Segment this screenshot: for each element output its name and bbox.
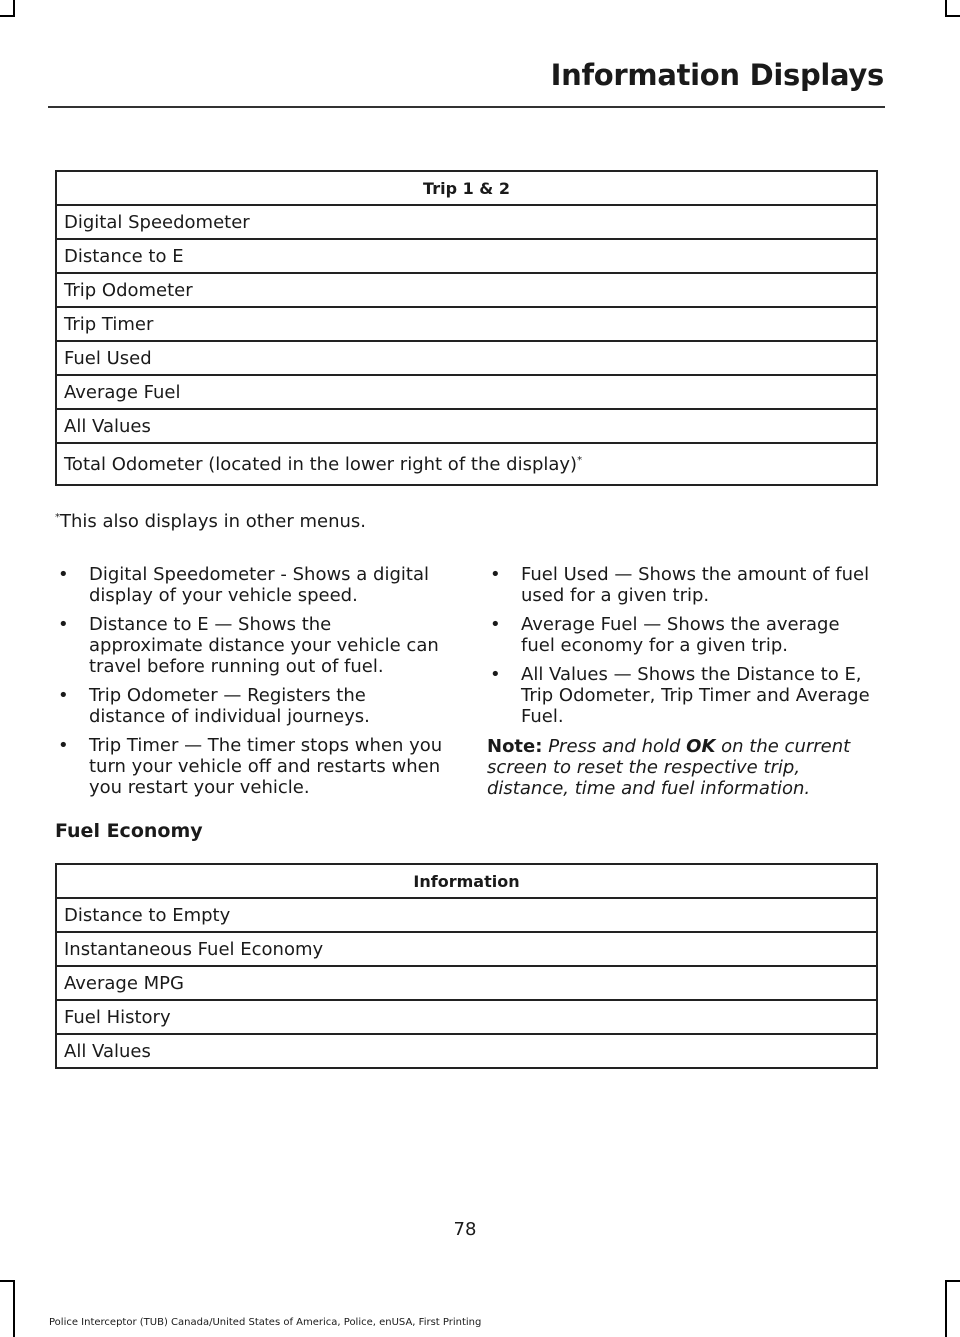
- note-text-after: on the current screen to reset the respective trip, distance, time and fuel information.: [487, 736, 851, 799]
- list-item: • Digital Speedometer - Shows a digital display of your vehicle speed.: [55, 564, 447, 606]
- crop-mark-bottom-right-h: [945, 1280, 960, 1282]
- footer-text: Police Interceptor (TUB) Canada/United States of America, Police, enUSA, First Printing: [49, 1317, 482, 1328]
- table-row: Distance to Empty: [56, 898, 877, 932]
- table-row: Fuel Used: [56, 341, 877, 375]
- header-divider: [48, 106, 885, 108]
- crop-mark-top-left-h: [0, 15, 15, 17]
- footnote-text: This also displays in other menus.: [60, 511, 366, 532]
- table-row: Instantaneous Fuel Economy: [56, 932, 877, 966]
- note-key: OK: [686, 736, 716, 757]
- table-row-label: Total Odometer (located in the lower right of the display): [64, 453, 578, 475]
- table-row: All Values: [56, 409, 877, 443]
- list-item: • Fuel Used — Shows the amount of fuel used for a given trip.: [487, 564, 879, 606]
- table-row: All Values: [56, 1034, 877, 1068]
- note: [487, 736, 879, 799]
- trip-menu-table: [55, 170, 878, 486]
- page-number: 78: [453, 1219, 477, 1240]
- crop-mark-bottom-right: [945, 1280, 947, 1337]
- information-menu-table: [55, 863, 878, 1069]
- list-item: • All Values — Shows the Distance to E, Trip Odometer, Trip Timer and Average Fuel.: [487, 664, 879, 727]
- list-item: • Average Fuel — Shows the average fuel economy for a given trip.: [487, 614, 879, 656]
- section-heading: Fuel Economy: [55, 820, 203, 842]
- list-item: • Trip Odometer — Registers the distance of individual journeys.: [55, 685, 447, 727]
- table-row: Trip Odometer: [56, 273, 877, 307]
- table-row: Distance to E: [56, 239, 877, 273]
- footnote-marker: *: [577, 454, 583, 466]
- table-row: Average Fuel: [56, 375, 877, 409]
- table-header: Trip 1 & 2: [56, 171, 877, 205]
- table-row: Digital Speedometer: [56, 205, 877, 239]
- bullet-list-right: [487, 564, 879, 735]
- table-row: [56, 443, 877, 485]
- table-row: Trip Timer: [56, 307, 877, 341]
- crop-mark-top-right-h: [945, 15, 960, 17]
- list-item: • Distance to E — Shows the approximate distance your vehicle can travel before running out of fuel.: [55, 614, 447, 677]
- page-title: Information Displays: [550, 58, 884, 92]
- note-label: Note:: [487, 736, 543, 757]
- list-item: • Trip Timer — The timer stops when you turn your vehicle off and restarts when you restart your vehicle.: [55, 735, 447, 798]
- footnote-marker: *: [55, 512, 60, 523]
- footnote: [55, 511, 366, 532]
- crop-mark-bottom-left: [13, 1280, 15, 1337]
- table-header: Information: [56, 864, 877, 898]
- note-text-before: Press and hold: [548, 736, 681, 757]
- table-row: Average MPG: [56, 966, 877, 1000]
- crop-mark-bottom-left-h: [0, 1280, 15, 1282]
- bullet-list-left: [55, 564, 447, 806]
- table-row: Fuel History: [56, 1000, 877, 1034]
